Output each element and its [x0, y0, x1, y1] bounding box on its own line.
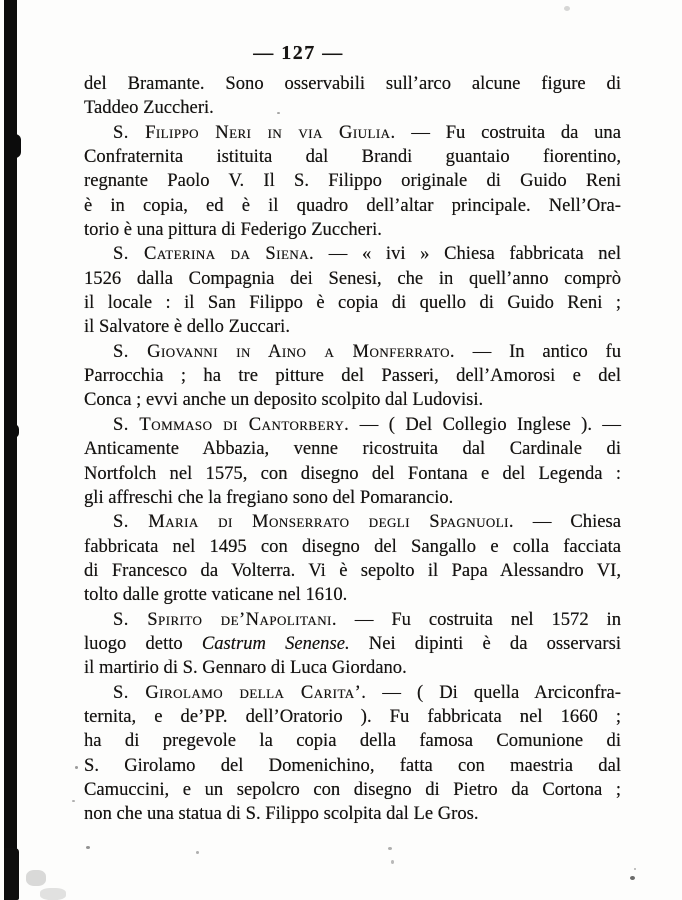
text-line	[84, 194, 621, 218]
scan-speckle	[277, 112, 280, 114]
text-line	[84, 510, 621, 534]
text-run: ternita, e de’PP. dell’Oratorio ). Fu fabbricata nel 1660 ;	[84, 705, 621, 727]
text-run: è in copia, ed è il quadro dell’altar principale. Nell’Ora-	[84, 194, 621, 216]
text-run: — Chiesa	[514, 511, 621, 533]
text-run: S. Girolamo del Domenichino, fatta con maestria dal	[84, 754, 621, 776]
text-line	[84, 413, 621, 437]
paragraph	[84, 121, 621, 243]
text-run: gli affreschi che la fregiano sono del Pomarancio.	[84, 486, 454, 508]
text-line	[84, 315, 621, 339]
text-run: ha di pregevole la copia della famosa Comunione di	[84, 730, 621, 752]
church-name: S. Girolamo della Carita’.	[113, 681, 367, 703]
text-line	[84, 462, 621, 486]
text-run: il locale : il San Filippo è copia di quello di Guido Reni ;	[84, 292, 621, 314]
text-line	[84, 608, 621, 632]
text-run: Confraternita istituita dal Brandi guantaio fiorentino,	[84, 146, 621, 168]
text-run: regnante Paolo V. Il S. Filippo originale di Guido Reni	[84, 170, 621, 192]
text-run: Camuccini, e un sepolcro con disegno di Pietro da Cortona ;	[84, 778, 621, 800]
text-line	[84, 705, 621, 729]
text-line	[84, 802, 621, 826]
scan-speckle	[72, 800, 75, 802]
text-run: — In antico fu	[455, 340, 621, 362]
text-run: Taddeo Zuccheri.	[84, 97, 214, 119]
text-line	[84, 729, 621, 753]
text-run: — ( Del Collegio Inglese ). —	[349, 413, 622, 435]
text-block	[84, 72, 621, 827]
text-run: del Bramante. Sono osservabili sull’arco alcune figure di	[84, 73, 621, 94]
text-line	[84, 121, 621, 145]
text-run: il martirio di S. Gennaro di Luca Giordano.	[84, 657, 407, 679]
scan-speckle	[564, 6, 570, 11]
text-run: Parrocchia ; ha tre pitture del Passeri, dell’Amorosi e del	[84, 365, 621, 387]
book-binding-shadow-bump	[4, 424, 19, 438]
italic-phrase: Castrum Senense.	[201, 632, 350, 654]
text-line	[84, 242, 621, 266]
text-line	[84, 267, 621, 291]
scan-speckle	[630, 876, 635, 880]
text-line	[84, 583, 621, 607]
text-line	[84, 169, 621, 193]
book-binding-shadow-bump	[4, 134, 21, 158]
paragraph	[84, 608, 621, 681]
text-line	[84, 437, 621, 461]
text-line	[84, 486, 621, 510]
scan-speckle	[86, 846, 90, 849]
text-run: non che una statua di S. Filippo scolpita dal Le Gros.	[84, 803, 479, 825]
book-binding-shadow-bottom	[4, 848, 19, 900]
text-run: — « ivi » Chiesa fabbricata nel	[314, 243, 621, 265]
text-line	[84, 754, 621, 778]
scan-speckle	[388, 847, 392, 850]
scan-speckle	[634, 868, 636, 870]
text-run: Nortfolch nel 1575, con disegno del Fontana e del Legenda :	[84, 462, 621, 484]
text-line	[84, 96, 621, 120]
text-line	[84, 340, 621, 364]
text-run: Conca ; evvi anche un deposito scolpito dal Ludovisi.	[84, 389, 484, 411]
text-run: — Fu costruita da una	[395, 121, 621, 143]
scan-speckle	[75, 766, 78, 769]
scan-speckle	[391, 860, 394, 864]
text-run: di Francesco da Volterra. Vi è sepolto il Papa Alessandro VI,	[84, 559, 621, 581]
text-line	[84, 778, 621, 802]
text-run: Nei dipinti è da osservarsi	[349, 632, 621, 654]
text-run: 1526 dalla Compagnia dei Senesi, che in quell’anno comprò	[84, 267, 621, 289]
text-run: fabbricata nel 1495 con disegno del Sangallo e colla facciata	[84, 535, 621, 557]
church-name: S. Tommaso di Cantorbery.	[113, 413, 350, 435]
text-line	[84, 72, 621, 96]
text-line	[84, 364, 621, 388]
paragraph	[84, 413, 621, 510]
church-name: S. Giovanni in Aino a Monferrato.	[113, 340, 456, 362]
text-line	[84, 291, 621, 315]
scan-speckle	[26, 870, 46, 886]
church-name: S. Spirito de’Napolitani.	[113, 608, 337, 630]
church-name: S. Filippo Neri in via Giulia.	[113, 121, 396, 143]
paragraph	[84, 242, 621, 339]
text-run: torio è una pittura di Federigo Zuccheri.	[84, 219, 382, 241]
text-run: il Salvatore è dello Zuccari.	[84, 316, 290, 338]
scan-speckle	[40, 888, 66, 900]
text-run: Anticamente Abbazia, venne ricostruita dal Cardinale di	[84, 438, 621, 460]
paragraph	[84, 72, 621, 121]
text-run: luogo detto	[84, 632, 202, 654]
text-line	[84, 681, 621, 705]
text-line	[84, 632, 621, 656]
text-line	[84, 145, 621, 169]
text-run: — Fu costruita nel 1572 in	[336, 608, 621, 630]
church-name: S. Caterina da Siena.	[113, 243, 315, 265]
text-line	[84, 559, 621, 583]
text-line	[84, 535, 621, 559]
text-run: — ( Di quella Arciconfra-	[366, 681, 621, 703]
page-number: — 127 —	[253, 42, 344, 64]
text-line	[84, 656, 621, 680]
text-line	[84, 218, 621, 242]
church-name: S. Maria di Monserrato degli Spagnuoli.	[113, 511, 515, 533]
paragraph	[84, 510, 621, 607]
paragraph	[84, 340, 621, 413]
text-run: tolto dalle grotte vaticane nel 1610.	[84, 584, 348, 606]
text-line	[84, 388, 621, 412]
scan-speckle	[196, 851, 199, 854]
paragraph	[84, 681, 621, 827]
